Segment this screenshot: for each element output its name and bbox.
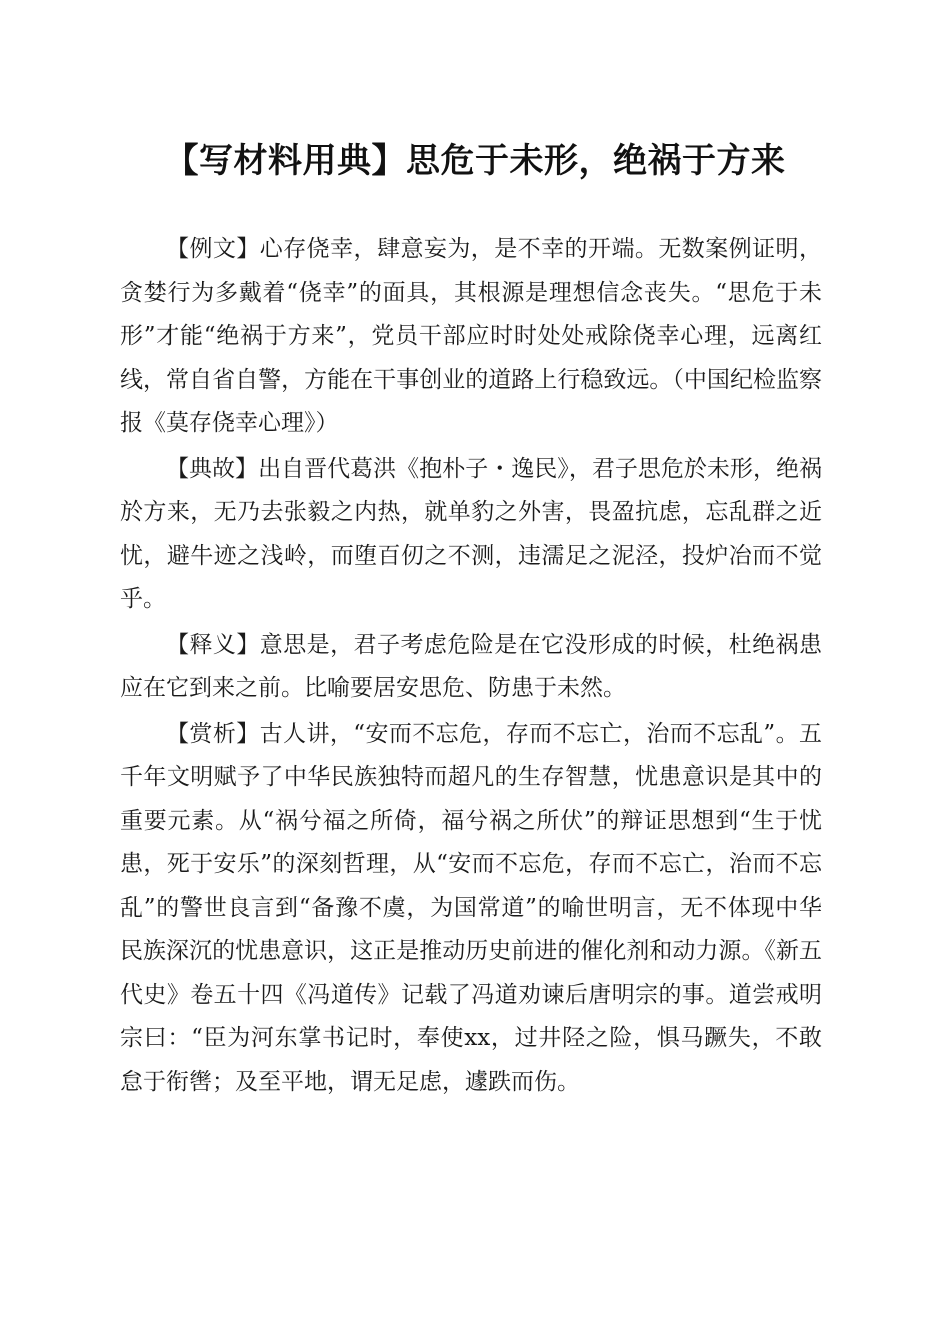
paragraph-allusion: 【典故】出自晋代葛洪《抱朴子・逸民》，君子思危於未形，绝祸於方来，无乃去张毅之内热，就单豹之外害，畏盈抗虑，忘乱群之近忧，避牛迹之浅岭，而堕百仞之不测，违濡足之泥泾，投炉冶而不觉乎。 (120, 455, 822, 612)
document-body (120, 228, 822, 1106)
paragraph-analysis: 【赏析】古人讲，“安而不忘危，存而不忘亡，治而不忘乱”。五千年文明赋予了中华民族独特而超凡的生存智慧，忧患意识是其中的重要元素。从“祸兮福之所倚，福兮祸之所伏”的辩证思想到“生于忧患，死于安乐”的深刻哲理，从“安而不忘危，存而不忘亡，治而不忘乱”的警世良言到“备豫不虞，为国常道”的喻世明言，无不体现中华民族深沉的忧患意识，这正是推动历史前进的催化剂和动力源。《新五代史》卷五十四《冯道传》记载了冯道劝谏后唐明宗的事。道尝戒明宗曰：“臣为河东掌书记时，奉使xx，过井陉之险，惧马蹶失，不敢怠于衔辔；及至平地，谓无足虑，遽跌而伤。 (120, 720, 822, 1095)
document-title: 【写材料用典】思危于未形，绝祸于方来 (164, 141, 786, 181)
paragraph-example: 【例文】心存侥幸，肆意妄为，是不幸的开端。无数案例证明，贪婪行为多戴着“侥幸”的面具，其根源是理想信念丧失。“思危于未形”才能“绝祸于方来”，党员干部应时时处处戒除侥幸心理，远离红线，常自省自警，方能在干事创业的道路上行稳致远。（中国纪检监察报《莫存侥幸心理》） (120, 236, 822, 436)
paragraph-meaning: 【释义】意思是，君子考虑危险是在它没形成的时候，杜绝祸患应在它到来之前。比喻要居安思危、防患于未然。 (120, 631, 822, 701)
